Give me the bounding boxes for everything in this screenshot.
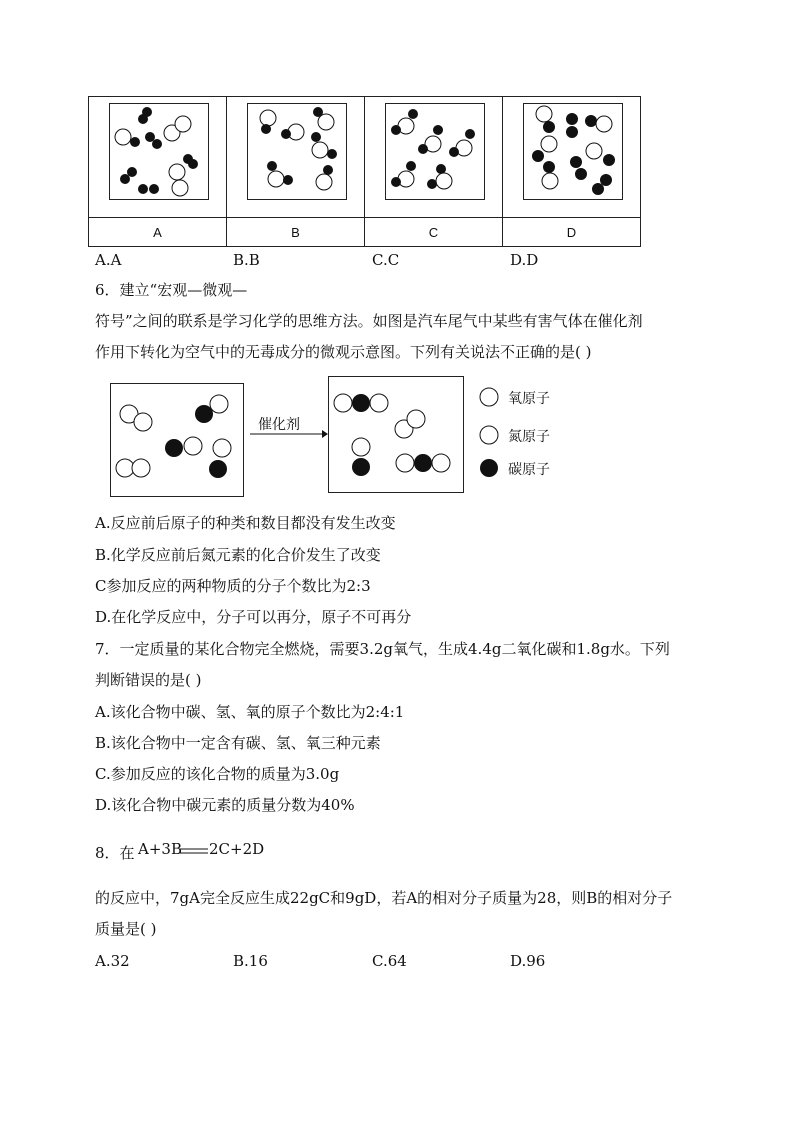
q5-box-c bbox=[365, 97, 503, 218]
q5-option-b: B.B bbox=[233, 251, 260, 269]
q5-box-a-frame bbox=[109, 103, 209, 200]
q8-option-d: D.96 bbox=[510, 952, 546, 970]
q6-stem-line1: 6．建立“宏观—微观— bbox=[95, 281, 248, 299]
q5-label-a: A bbox=[89, 218, 227, 247]
q7-option-b: B.该化合物中一定含有碳、氢、氧三种元素 bbox=[95, 734, 381, 752]
carbon-atom-icon bbox=[478, 457, 500, 479]
q8-option-a: A.32 bbox=[95, 952, 130, 970]
q5-box-b-frame bbox=[247, 103, 347, 200]
nitrogen-atom-icon bbox=[478, 424, 500, 446]
q8-equation-left: A+3B bbox=[138, 840, 182, 858]
q8-stem-line2: 的反应中，7gA完全反应生成22gC和9gD，若A的相对分子质量为28，则B的相对分子 bbox=[95, 889, 673, 907]
q7-stem-line2: 判断错误的是( ) bbox=[95, 671, 202, 689]
q5-option-d: D.D bbox=[510, 251, 539, 269]
q6-option-c: C参加反应的两种物质的分子个数比为2:3 bbox=[95, 577, 371, 595]
q5-option-a: A.A bbox=[95, 251, 122, 269]
q6-before-particles bbox=[111, 384, 243, 496]
q6-catalyst-label: 催化剂 bbox=[258, 417, 300, 433]
q5-box-d bbox=[503, 97, 641, 218]
q5-box-d-particles bbox=[524, 104, 622, 199]
q6-stem-line3: 作用下转化为空气中的无毒成分的微观示意图。下列有关说法不正确的是( ) bbox=[95, 343, 592, 361]
q8-stem-line3: 质量是( ) bbox=[95, 920, 157, 938]
q5-option-c: C.C bbox=[372, 251, 400, 269]
q5-box-a-particles bbox=[110, 104, 208, 199]
q5-figure-table bbox=[88, 96, 641, 247]
q6-option-d: D.在化学反应中，分子可以再分，原子不可再分 bbox=[95, 608, 412, 626]
q6-option-b: B.化学反应前后氮元素的化合价发生了改变 bbox=[95, 546, 381, 564]
q8-equation-equals-icon bbox=[180, 847, 208, 855]
q7-option-d: D.该化合物中碳元素的质量分数为40% bbox=[95, 796, 355, 814]
q5-label-b: B bbox=[227, 218, 365, 247]
q7-option-c: C.参加反应的该化合物的质量为3.0g bbox=[95, 765, 340, 783]
q5-box-b bbox=[227, 97, 365, 218]
q5-box-c-particles bbox=[386, 104, 484, 199]
q6-arrow-icon bbox=[250, 428, 328, 440]
q5-box-b-particles bbox=[248, 104, 346, 199]
q6-before-box bbox=[110, 383, 244, 497]
q6-stem-line2: 符号”之间的联系是学习化学的思维方法。如图是汽车尾气中某些有害气体在催化剂 bbox=[95, 312, 643, 330]
q8-option-b: B.16 bbox=[233, 952, 268, 970]
q6-option-a: A.反应前后原子的种类和数目都没有发生改变 bbox=[95, 514, 396, 532]
q5-box-c-frame bbox=[385, 103, 485, 200]
q8-option-c: C.64 bbox=[372, 952, 407, 970]
q8-prefix: 8．在 bbox=[95, 844, 135, 862]
oxygen-atom-icon bbox=[478, 386, 500, 408]
q5-box-d-frame bbox=[523, 103, 623, 200]
q7-stem-line1: 7．一定质量的某化合物完全燃烧，需要3.2g氧气，生成4.4g二氧化碳和1.8g水。下列 bbox=[95, 640, 670, 658]
legend-carbon-label: 碳原子 bbox=[508, 462, 550, 478]
legend-oxygen-label: 氧原子 bbox=[508, 391, 550, 407]
q6-after-box bbox=[328, 376, 464, 493]
legend-nitrogen-label: 氮原子 bbox=[508, 429, 550, 445]
q6-after-particles bbox=[329, 377, 463, 492]
q7-option-a: A.该化合物中碳、氢、氧的原子个数比为2:4:1 bbox=[95, 703, 405, 721]
q5-label-d: D bbox=[503, 218, 641, 247]
q8-equation-right: 2C+2D bbox=[209, 840, 265, 858]
q5-box-a bbox=[89, 97, 227, 218]
q5-label-c: C bbox=[365, 218, 503, 247]
